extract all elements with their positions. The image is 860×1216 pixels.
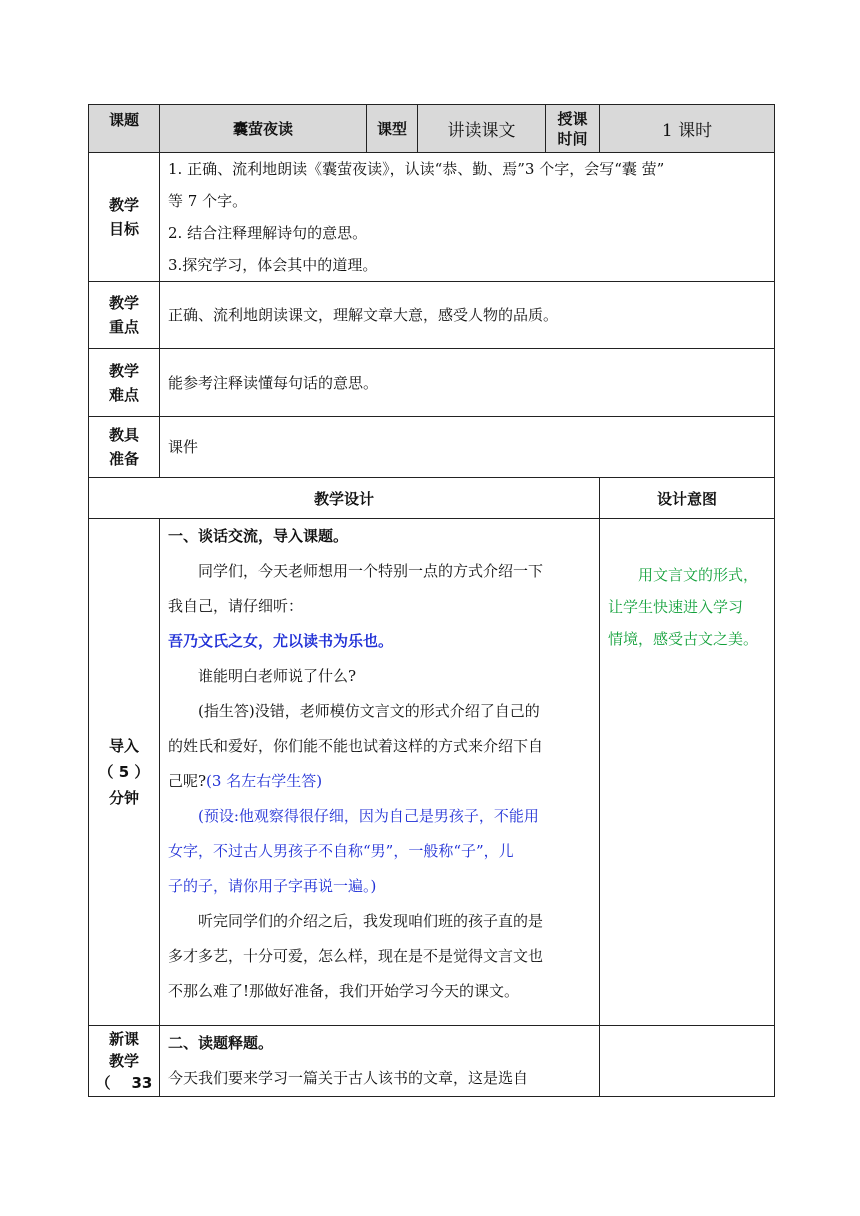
key-points-label xyxy=(89,282,160,349)
intro-intent xyxy=(600,519,775,1026)
tools-row xyxy=(89,417,775,478)
key-points-text: 正确、流利地朗读课文，理解文章大意，感受人物的品质。 xyxy=(160,282,775,349)
difficulties-row xyxy=(89,349,775,417)
intro-heading: 一、谈话交流，导入课题。 xyxy=(168,527,349,545)
intro-quote: 吾乃文氏之女，尤以读书为乐也。 xyxy=(168,632,394,650)
intro-paragraph-3b: 的姓氏和爱好，你们能不能也试着这样的方式来介绍下自 xyxy=(168,737,544,755)
key-points-row xyxy=(89,282,775,349)
intro-paragraph-2: 谁能明白老师说了什么? xyxy=(198,667,357,685)
tools-text: 课件 xyxy=(160,417,775,478)
design-header-row xyxy=(89,478,775,519)
intro-paragraph-1b: 我自己，请仔细听： xyxy=(168,597,304,615)
intro-label-line3: 分钟 xyxy=(108,789,139,807)
difficulties-label xyxy=(89,349,160,417)
objective-line: 3.探究学习，体会其中的道理。 xyxy=(168,256,378,274)
difficulties-label-line2: 难点 xyxy=(108,385,139,404)
time-label xyxy=(546,105,600,153)
type-value: 讲读课文 xyxy=(418,105,546,153)
intro-paragraph-3c xyxy=(168,764,597,799)
lesson-plan-sheet xyxy=(88,104,774,1097)
new-lesson-label-line3: （ 33 xyxy=(95,1074,153,1092)
design-header-left: 教学设计 xyxy=(89,478,600,519)
objectives-content xyxy=(160,153,775,282)
topic-value: 囊萤夜读 xyxy=(160,105,367,153)
time-value: 1 课时 xyxy=(600,105,775,153)
objectives-label-line2: 目标 xyxy=(108,220,139,238)
intro-paragraph-4b: 多才多艺，十分可爱，怎么样，现在是不是觉得文言文也 xyxy=(168,947,544,965)
new-lesson-intent xyxy=(600,1026,775,1097)
tools-label-line2: 准备 xyxy=(108,450,139,468)
objective-line: 2. 结合注释理解诗句的意思。 xyxy=(168,224,368,242)
objectives-label xyxy=(89,153,160,282)
lesson-plan-table xyxy=(88,104,775,1097)
intro-preset-c: 子的子，请你用子字再说一遍。) xyxy=(168,877,377,895)
new-lesson-label xyxy=(89,1026,160,1097)
intro-row xyxy=(89,519,775,1026)
intro-preset-a: (预设:他观察得很仔细，因为自己是男孩子，不能用 xyxy=(198,807,539,825)
time-label-line1: 授课 xyxy=(557,109,588,128)
tools-label-line1: 教具 xyxy=(108,426,139,444)
intro-paragraph-3c-text: 己呢? xyxy=(168,772,207,790)
new-lesson-label-line2: 教学 xyxy=(108,1052,139,1070)
objectives-label-line1: 教学 xyxy=(108,196,139,214)
intro-intent-line3: 情境，感受古文之美。 xyxy=(608,630,759,648)
intro-label xyxy=(89,519,160,1026)
intro-paragraph-3a: (指生答)没错，老师模仿文言文的形式介绍了自己的 xyxy=(198,702,540,720)
topic-label: 课题 xyxy=(89,105,160,153)
intro-paragraph-1a: 同学们，今天老师想用一个特别一点的方式介绍一下 xyxy=(198,562,544,580)
new-lesson-content xyxy=(160,1026,600,1097)
intro-intent-line2: 让学生快速进入学习 xyxy=(608,598,744,616)
new-lesson-label-line1: 新课 xyxy=(108,1030,139,1048)
intro-content xyxy=(160,519,600,1026)
intro-paragraph-3c-note: (3 名左右学生答) xyxy=(206,772,323,790)
new-lesson-paragraph-1: 今天我们要来学习一篇关于古人该书的文章，这是选自 xyxy=(168,1069,529,1087)
intro-paragraph-4c: 不那么难了!那做好准备，我们开始学习今天的课文。 xyxy=(168,982,520,1000)
difficulties-text: 能参考注释读懂每句话的意思。 xyxy=(160,349,775,417)
intro-label-line2: （ 5 ） xyxy=(98,763,150,781)
time-label-line2: 时间 xyxy=(557,129,588,148)
type-label: 课型 xyxy=(367,105,418,153)
intro-preset-b: 女字，不过古人男孩子不自称“男”，一般称“子”，儿 xyxy=(168,842,514,860)
intro-paragraph-4a: 听完同学们的介绍之后，我发现咱们班的孩子直的是 xyxy=(198,912,544,930)
difficulties-label-line1: 教学 xyxy=(108,361,139,380)
key-points-label-line2: 重点 xyxy=(108,318,139,336)
tools-label xyxy=(89,417,160,478)
intro-intent-line1: 用文言文的形式， xyxy=(638,566,759,584)
objective-line: 等 7 个字。 xyxy=(168,192,248,210)
new-lesson-row xyxy=(89,1026,775,1097)
intro-label-line1: 导入 xyxy=(108,737,139,755)
objectives-row xyxy=(89,153,775,282)
header-row xyxy=(89,105,775,153)
design-header-right: 设计意图 xyxy=(600,478,775,519)
objective-line: 1. 正确、流利地朗读《囊萤夜读》，认读“恭、勤、焉”3 个字，会写“囊 萤” xyxy=(168,160,665,178)
new-lesson-heading: 二、读题释题。 xyxy=(168,1034,274,1052)
key-points-label-line1: 教学 xyxy=(108,294,139,312)
